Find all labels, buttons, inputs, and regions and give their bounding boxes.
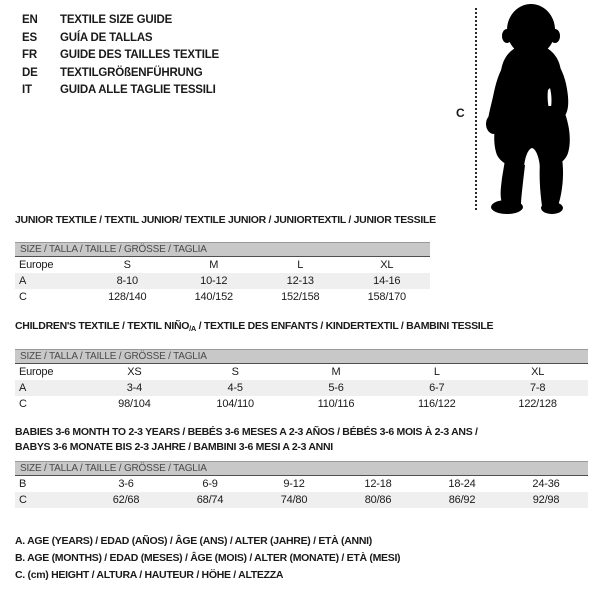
- size-header-bar: SIZE / TALLA / TAILLE / GRÖSSE / TAGLIA: [15, 349, 588, 364]
- row-label: A: [19, 382, 27, 394]
- size-cell: M: [209, 259, 219, 271]
- size-cell: 4-5: [227, 382, 243, 394]
- section-title-line2: BABYS 3-6 MONATE BIS 2-3 JAHRE / BAMBINI 3-6 MESI A 2-3 ANNI: [15, 441, 333, 453]
- size-cell: 116/122: [418, 398, 456, 410]
- size-cell: 98/104: [118, 398, 151, 410]
- row-label: A: [19, 275, 27, 287]
- table-row: [15, 289, 430, 305]
- size-cell: 12-13: [286, 275, 314, 287]
- size-cell: 6-9: [202, 478, 218, 490]
- size-header-bar: SIZE / TALLA / TAILLE / GRÖSSE / TAGLIA: [15, 242, 430, 257]
- size-cell: 18-24: [448, 478, 476, 490]
- table-row: [15, 273, 430, 289]
- size-cell: L: [433, 366, 440, 378]
- size-cell: 3-6: [118, 478, 134, 490]
- size-cell: 7-8: [529, 382, 546, 394]
- babies-size-table: [15, 476, 588, 508]
- section-title: JUNIOR TEXTILE / TEXTIL JUNIOR/ TEXTILE JUNIOR / JUNIORTEXTIL / JUNIOR TESSILE: [15, 214, 436, 226]
- size-cell: 6-7: [429, 382, 445, 394]
- language-row-en: [22, 12, 219, 30]
- size-cell: 158/170: [367, 291, 406, 303]
- language-title: GUIDA ALLE TAGLIE TESSILI: [60, 84, 216, 96]
- size-cell: 14-16: [373, 275, 401, 287]
- footnote-a: A. AGE (YEARS) / EDAD (AÑOS) / ÂGE (ANS) / ALTER (JAHRE) / ETÀ (ANNI): [15, 535, 372, 547]
- language-list: [22, 12, 219, 100]
- size-cell: 110/116: [317, 398, 355, 410]
- language-row-de: [22, 65, 219, 83]
- size-cell: 104/110: [216, 398, 254, 410]
- height-dimension-line: [475, 8, 477, 210]
- size-chart-figure: [450, 0, 600, 220]
- table-row: [15, 476, 588, 492]
- language-code: IT: [22, 84, 32, 96]
- footnote-c: C. (cm) HEIGHT / ALTURA / HAUTEUR / HÖHE / ALTEZZA: [15, 569, 284, 581]
- dimension-label-c: C: [456, 106, 465, 120]
- size-cell: 92/98: [532, 494, 560, 506]
- size-cell: S: [231, 366, 239, 378]
- size-header-bar: SIZE / TALLA / TAILLE / GRÖSSE / TAGLIA: [15, 461, 588, 476]
- size-cell: 12-18: [364, 478, 392, 490]
- language-code: EN: [22, 14, 38, 26]
- size-cell: 128/140: [108, 291, 147, 303]
- language-title: GUIDE DES TAILLES TEXTILE: [60, 49, 219, 61]
- size-cell: XS: [127, 366, 142, 378]
- size-cell: 5-6: [328, 382, 344, 394]
- size-cell: L: [297, 259, 304, 271]
- size-cell: M: [331, 366, 341, 378]
- language-row-es: [22, 30, 219, 48]
- size-cell: XL: [380, 259, 394, 271]
- row-label: Europe: [19, 366, 54, 378]
- size-cell: XL: [531, 366, 545, 378]
- footnote-b: B. AGE (MONTHS) / EDAD (MESES) / ÂGE (MOIS) / ALTER (MONATE) / ETÀ (MESI): [15, 552, 401, 564]
- size-cell: 10-12: [200, 275, 228, 287]
- language-code: DE: [22, 66, 38, 79]
- language-row-it: [22, 82, 219, 100]
- language-code: FR: [22, 49, 37, 61]
- footnotes: [15, 533, 400, 584]
- size-cell: 68/74: [196, 494, 224, 506]
- size-cell: 152/158: [281, 291, 320, 303]
- size-cell: 8-10: [116, 275, 138, 287]
- size-cell: 9-12: [283, 478, 305, 490]
- row-label: C: [19, 494, 27, 506]
- language-title: GUÍA DE TALLAS: [60, 31, 153, 44]
- title-subscript: /A: [189, 324, 197, 333]
- row-label: C: [19, 398, 27, 410]
- size-cell: 3-4: [126, 382, 143, 394]
- section-childrens-textile: [15, 320, 588, 412]
- table-row: [15, 257, 430, 273]
- language-code: ES: [22, 31, 37, 44]
- section-title: CHILDREN'S TEXTILE / TEXTIL NIÑO/A / TEXTILE DES ENFANTS / KINDERTEXTIL / BAMBINI TESSILE: [15, 320, 494, 333]
- junior-size-table: [15, 257, 430, 305]
- row-label: Europe: [19, 259, 54, 271]
- size-cell: 62/68: [112, 494, 140, 506]
- section-junior-textile: [15, 214, 436, 305]
- section-title: [15, 425, 588, 455]
- size-cell: 140/152: [194, 291, 233, 303]
- language-title: TEXTILGRÖßENFÜHRUNG: [60, 66, 203, 79]
- section-title-line1: BABIES 3-6 MONTH TO 2-3 YEARS / BEBÉS 3-6 MESES A 2-3 AÑOS / BÉBÉS 3-6 MOIS À 2-3 ANS /: [15, 426, 478, 438]
- size-cell: 122/128: [518, 398, 557, 410]
- language-title: TEXTILE SIZE GUIDE: [60, 14, 173, 26]
- size-cell: 86/92: [448, 494, 476, 506]
- table-row: [15, 396, 588, 412]
- size-cell: 80/86: [364, 494, 392, 506]
- language-row-fr: [22, 47, 219, 65]
- size-cell: S: [123, 259, 131, 271]
- baby-silhouette: [484, 2, 592, 216]
- table-row: [15, 492, 588, 508]
- size-cell: 74/80: [280, 494, 308, 506]
- size-cell: 24-36: [532, 478, 560, 490]
- table-row: [15, 380, 588, 396]
- table-row: [15, 364, 588, 380]
- children-size-table: [15, 364, 588, 412]
- section-babies-textile: [15, 425, 588, 508]
- row-label: C: [19, 291, 27, 303]
- row-label: B: [19, 478, 27, 490]
